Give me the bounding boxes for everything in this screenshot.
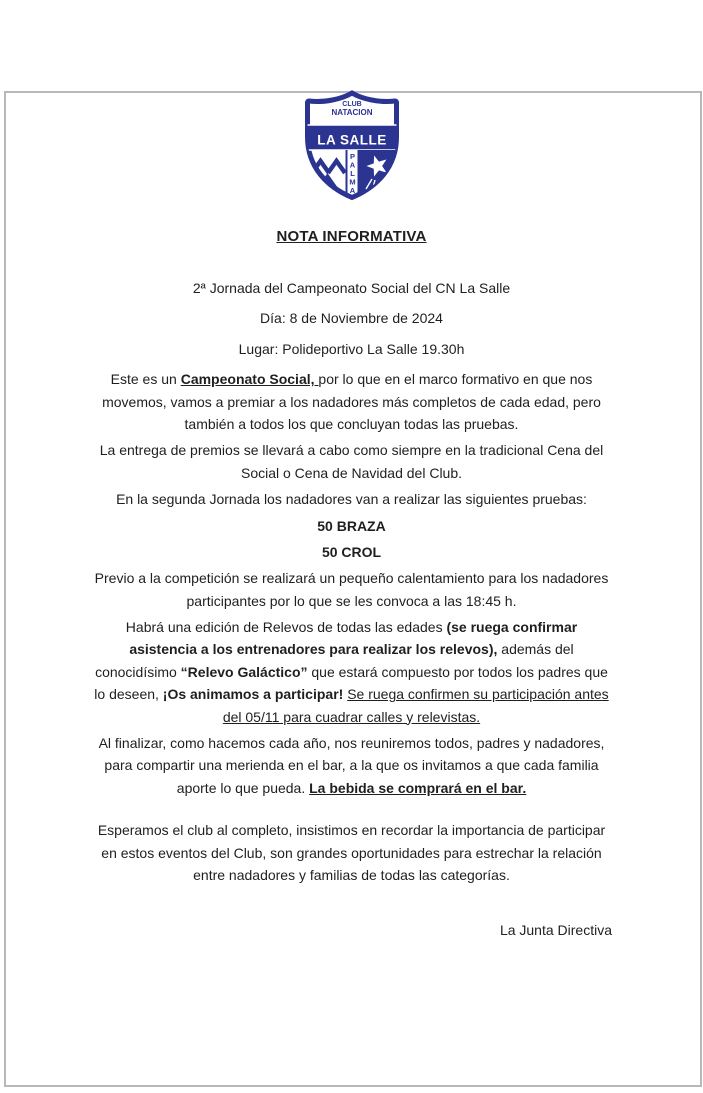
text-segment: por lo que en el marco formativo en que nos movemos, vamos a premiar a los nadadores más completos de cada edad, pero también a todos los que concluyan todas las pruebas. <box>102 371 601 432</box>
text-segment: que estará compuesto por todos los padres que lo deseen, <box>94 663 608 703</box>
page-title: NOTA INFORMATIVA <box>276 228 427 245</box>
paragraph <box>91 439 612 484</box>
event-details <box>91 277 612 360</box>
logo-natacion-word: NATACION <box>330 108 373 117</box>
text-segment: Este es un <box>110 371 181 388</box>
paragraph <box>91 732 612 799</box>
text-segment: Previo a la competición se realizará un pequeño calentamiento para los nadadores participantes por lo que se les convoca a las 18:45 h. <box>94 570 609 609</box>
text-segment: Campeonato Social, <box>180 371 319 388</box>
text-segment: La entrega de premios se llevará a cabo como siempre en la tradicional Cena del Social o Cena de Navidad del Club. <box>99 442 604 481</box>
body-paragraphs <box>91 368 612 886</box>
event-name-line: 2ª Jornada del Campeonato Social del CN La Salle <box>192 280 511 296</box>
logo-club-word: CLUB <box>341 101 362 108</box>
text-segment: 50 CROL <box>321 543 382 560</box>
logo-name: LA SALLE <box>316 132 387 148</box>
text-segment: Esperamos el club al completo, insistimos en recordar la importancia de participar en estos eventos del Club, son grandes oportunidades para estrechar la relación entre nadadores y familias de todas las categorías. <box>97 822 606 883</box>
svg-text:M: M <box>348 177 356 187</box>
paragraph <box>91 819 612 886</box>
club-shield-logo-graphic <box>302 89 402 201</box>
text-segment: (se ruega confirmar asistencia a los entrenadores para realizar los relevos), <box>129 619 578 658</box>
paragraph <box>91 616 612 728</box>
text-segment: La bebida se comprará en el bar. <box>309 779 527 796</box>
text-segment: “Relevo Galáctico” <box>180 663 308 680</box>
paragraph <box>91 515 612 537</box>
text-segment: Se ruega confirmen su participación antes del 05/11 para cuadrar calles y relevistas. <box>222 686 609 725</box>
signature: La Junta Directiva <box>499 922 612 939</box>
text-segment: ¡Os animamos a participar! <box>162 686 344 703</box>
text-segment: además del conocidísimo <box>95 641 574 680</box>
club-logo <box>302 89 402 206</box>
svg-text:A: A <box>349 160 355 170</box>
text-segment: 50 BRAZA <box>317 517 386 534</box>
text-segment: Al finalizar, como hacemos cada año, nos reuniremos todos, padres y nadadores, para compartir una merienda en el bar, a la que os invitamos a que cada familia aporte lo que pueda. <box>98 735 605 796</box>
paragraph <box>91 368 612 435</box>
event-date-line: Día: 8 de Noviembre de 2024 <box>260 310 443 327</box>
svg-text:L: L <box>349 169 355 178</box>
svg-text:A: A <box>349 186 355 195</box>
paragraph <box>91 488 612 510</box>
document-page <box>0 89 703 1093</box>
event-place-line: Lugar: Polideportivo La Salle 19.30h <box>238 340 465 357</box>
paragraph <box>91 567 612 612</box>
text-segment: En la segunda Jornada los nadadores van a realizar las siguientes pruebas: <box>116 491 587 508</box>
svg-text:P: P <box>349 152 355 161</box>
paragraph <box>91 541 612 563</box>
text-segment: Habrá una edición de Relevos de todas las edades <box>125 619 447 636</box>
